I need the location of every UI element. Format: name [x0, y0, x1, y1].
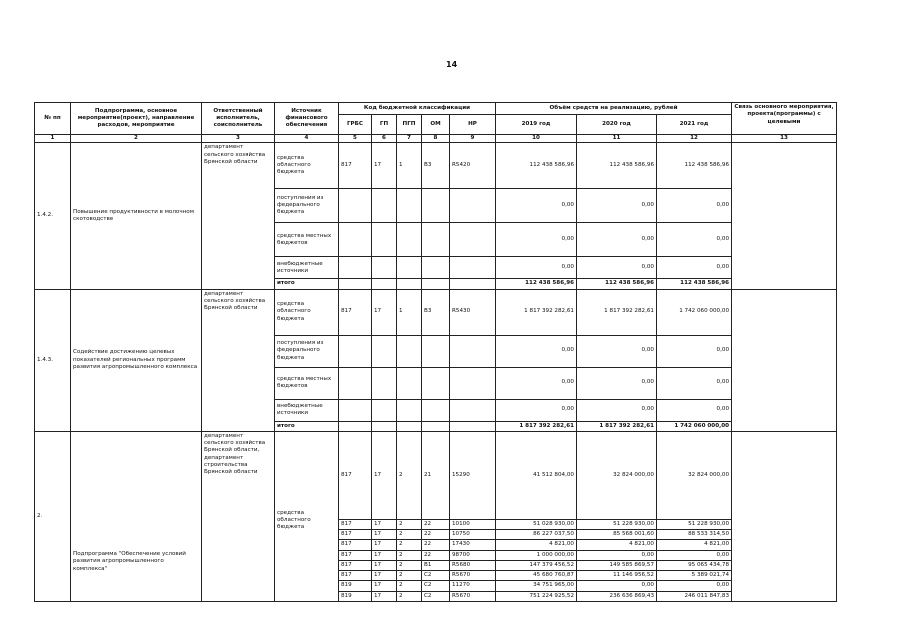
- amount-2019: 34 751 965,00: [496, 581, 577, 591]
- amount-2021: 0,00: [657, 335, 732, 367]
- code-om: В3: [422, 289, 450, 335]
- amount-2021: 51 228 930,00: [657, 519, 732, 529]
- amount-2019: 0,00: [496, 257, 577, 279]
- code-grbs: 817: [339, 289, 372, 335]
- amount-2019: 0,00: [496, 335, 577, 367]
- measure-name: Повышение продуктивности в молочном скотоводстве: [71, 143, 202, 289]
- header-pgp: ПГП: [397, 115, 422, 135]
- amount-2020: 0,00: [577, 581, 657, 591]
- amount-2021: 112 438 586,96: [657, 143, 732, 189]
- code-om: В3: [422, 143, 450, 189]
- header-source: Источник финансового обеспечения: [275, 103, 339, 135]
- code-om: 22: [422, 540, 450, 550]
- link-cell: [732, 431, 837, 601]
- col-number: 13: [732, 135, 837, 143]
- source-regional: средства областного бюджета: [275, 289, 339, 335]
- code-nr: R5680: [450, 560, 496, 570]
- amount-2019: 0,00: [496, 399, 577, 421]
- code-nr: 15290: [450, 431, 496, 519]
- col-number: 9: [450, 135, 496, 143]
- code-nr: 17430: [450, 540, 496, 550]
- code-grbs: 817: [339, 571, 372, 581]
- code-pgp: 2: [397, 591, 422, 601]
- total-2021: 1 742 060 000,00: [657, 421, 732, 431]
- code-pgp: 2: [397, 540, 422, 550]
- col-number: 5: [339, 135, 372, 143]
- budget-table: [34, 102, 837, 602]
- header-2020: 2020 год: [577, 115, 657, 135]
- amount-2020: 0,00: [577, 367, 657, 399]
- header-no: № пп: [35, 103, 71, 135]
- code-nr: 98700: [450, 550, 496, 560]
- code-gp: 17: [372, 550, 397, 560]
- amount-2020: 32 824 000,00: [577, 431, 657, 519]
- code-gp: 17: [372, 289, 397, 335]
- amount-2020: 51 228 930,00: [577, 519, 657, 529]
- amount-2019: 0,00: [496, 223, 577, 257]
- source-extra: внебюджетные источники: [275, 399, 339, 421]
- code-pgp: 2: [397, 550, 422, 560]
- header-nr: НР: [450, 115, 496, 135]
- code-pgp: 1: [397, 289, 422, 335]
- code-gp: 17: [372, 540, 397, 550]
- responsible-executor: департамент сельского хозяйства Брянской области: [202, 143, 275, 289]
- amount-2019: 51 028 930,00: [496, 519, 577, 529]
- source-local: средства местных бюджетов: [275, 223, 339, 257]
- col-number: 1: [35, 135, 71, 143]
- code-pgp: 2: [397, 560, 422, 570]
- amount-2019: 1 817 392 282,61: [496, 289, 577, 335]
- amount-2019: 1 000 000,00: [496, 550, 577, 560]
- code-pgp: 2: [397, 519, 422, 529]
- amount-2020: 0,00: [577, 223, 657, 257]
- amount-2020: 85 568 001,60: [577, 530, 657, 540]
- code-grbs: 819: [339, 591, 372, 601]
- col-number: 12: [657, 135, 732, 143]
- header-volume: Объём средств на реализацию, рублей: [496, 103, 732, 115]
- amount-2021: 0,00: [657, 550, 732, 560]
- total-2020: 1 817 392 282,61: [577, 421, 657, 431]
- code-om: 22: [422, 519, 450, 529]
- header-2019: 2019 год: [496, 115, 577, 135]
- code-gp: 17: [372, 591, 397, 601]
- col-number: 7: [397, 135, 422, 143]
- subprogram-name: Подпрограмма "Обеспечение условий развития агропромышленного комплекса": [71, 431, 202, 601]
- amount-2021: 32 824 000,00: [657, 431, 732, 519]
- code-gp: 17: [372, 530, 397, 540]
- source-regional: средства областного бюджета: [275, 431, 339, 601]
- header-2021: 2021 год: [657, 115, 732, 135]
- code-om: 22: [422, 530, 450, 540]
- amount-2021: 0,00: [657, 223, 732, 257]
- row-number: 1.4.3.: [35, 289, 71, 431]
- header-program: Подпрограмма, основное мероприятие(проект), направление расходов, мероприятие: [71, 103, 202, 135]
- amount-2019: 0,00: [496, 367, 577, 399]
- amount-2021: 0,00: [657, 257, 732, 279]
- col-number: 6: [372, 135, 397, 143]
- code-om: С2: [422, 581, 450, 591]
- amount-2021: 1 742 060 000,00: [657, 289, 732, 335]
- row-number: 2.: [35, 431, 71, 601]
- source-local: средства местных бюджетов: [275, 367, 339, 399]
- code-gp: 17: [372, 571, 397, 581]
- amount-2020: 0,00: [577, 399, 657, 421]
- amount-2020: 0,00: [577, 550, 657, 560]
- row-number: 1.4.2.: [35, 143, 71, 289]
- total-2020: 112 438 586,96: [577, 279, 657, 289]
- amount-2019: 4 821,00: [496, 540, 577, 550]
- responsible-executor: департамент сельского хозяйства Брянской области, департамент строительства Брянской области: [202, 431, 275, 601]
- code-nr: R5420: [450, 143, 496, 189]
- source-federal: поступления из федерального бюджета: [275, 189, 339, 223]
- header-budget-code: Код бюджетной классификации: [339, 103, 496, 115]
- code-nr: 10750: [450, 530, 496, 540]
- amount-2020: 149 585 869,57: [577, 560, 657, 570]
- source-total: итого: [275, 421, 339, 431]
- code-gp: 17: [372, 431, 397, 519]
- code-om: С2: [422, 571, 450, 581]
- code-gp: 17: [372, 581, 397, 591]
- total-2021: 112 438 586,96: [657, 279, 732, 289]
- code-om: 21: [422, 431, 450, 519]
- code-om: 22: [422, 550, 450, 560]
- header-om: ОМ: [422, 115, 450, 135]
- code-grbs: 817: [339, 550, 372, 560]
- col-number: 10: [496, 135, 577, 143]
- amount-2021: 88 533 314,50: [657, 530, 732, 540]
- source-total: итого: [275, 279, 339, 289]
- link-cell: [732, 289, 837, 431]
- col-number: 11: [577, 135, 657, 143]
- amount-2020: 0,00: [577, 189, 657, 223]
- amount-2019: 112 438 586,96: [496, 143, 577, 189]
- amount-2021: 95 065 434,78: [657, 560, 732, 570]
- code-grbs: 817: [339, 519, 372, 529]
- amount-2021: 0,00: [657, 189, 732, 223]
- measure-name: Содействие достижению целевых показателей региональных программ развития агропромышленного комплекса: [71, 289, 202, 431]
- amount-2020: 112 438 586,96: [577, 143, 657, 189]
- code-nr: R5670: [450, 591, 496, 601]
- code-gp: 17: [372, 560, 397, 570]
- code-pgp: 2: [397, 431, 422, 519]
- code-gp: 17: [372, 519, 397, 529]
- code-pgp: 2: [397, 581, 422, 591]
- code-om: С2: [422, 591, 450, 601]
- amount-2021: 0,00: [657, 399, 732, 421]
- source-federal: поступления из федерального бюджета: [275, 335, 339, 367]
- code-nr: 11270: [450, 581, 496, 591]
- code-grbs: 819: [339, 581, 372, 591]
- amount-2021: 4 821,00: [657, 540, 732, 550]
- code-pgp: 1: [397, 143, 422, 189]
- col-number: 2: [71, 135, 202, 143]
- total-2019: 1 817 392 282,61: [496, 421, 577, 431]
- amount-2020: 0,00: [577, 257, 657, 279]
- amount-2019: 0,00: [496, 189, 577, 223]
- code-grbs: 817: [339, 530, 372, 540]
- code-pgp: 2: [397, 571, 422, 581]
- amount-2019: 751 224 925,52: [496, 591, 577, 601]
- source-extra: внебюджетные источники: [275, 257, 339, 279]
- code-gp: 17: [372, 143, 397, 189]
- link-cell: [732, 143, 837, 289]
- code-pgp: 2: [397, 530, 422, 540]
- amount-2021: 246 011 847,83: [657, 591, 732, 601]
- amount-2020: 1 817 392 282,61: [577, 289, 657, 335]
- page-number: 14: [446, 60, 458, 69]
- amount-2019: 41 512 804,00: [496, 431, 577, 519]
- code-grbs: 817: [339, 540, 372, 550]
- col-number: 3: [202, 135, 275, 143]
- amount-2019: 45 680 760,87: [496, 571, 577, 581]
- col-number: 4: [275, 135, 339, 143]
- code-om: В1: [422, 560, 450, 570]
- code-grbs: 817: [339, 143, 372, 189]
- code-nr: R5670: [450, 571, 496, 581]
- code-grbs: 817: [339, 431, 372, 519]
- code-nr: 10100: [450, 519, 496, 529]
- source-regional: средства областного бюджета: [275, 143, 339, 189]
- amount-2020: 4 821,00: [577, 540, 657, 550]
- header-responsible: Ответственный исполнитель, соисполнитель: [202, 103, 275, 135]
- header-link: Связь основного мероприятия, проекта(программы) с целевыми: [732, 103, 837, 135]
- responsible-executor: департамент сельского хозяйства Брянской области: [202, 289, 275, 431]
- header-gp: ГП: [372, 115, 397, 135]
- col-number: 8: [422, 135, 450, 143]
- amount-2021: 5 389 021,74: [657, 571, 732, 581]
- amount-2019: 147 379 456,52: [496, 560, 577, 570]
- code-nr: R5430: [450, 289, 496, 335]
- amount-2021: 0,00: [657, 581, 732, 591]
- code-grbs: 817: [339, 560, 372, 570]
- amount-2020: 0,00: [577, 335, 657, 367]
- amount-2021: 0,00: [657, 367, 732, 399]
- amount-2020: 236 636 869,43: [577, 591, 657, 601]
- amount-2019: 86 227 037,50: [496, 530, 577, 540]
- amount-2020: 11 146 956,52: [577, 571, 657, 581]
- total-2019: 112 438 586,96: [496, 279, 577, 289]
- header-grbs: ГРБС: [339, 115, 372, 135]
